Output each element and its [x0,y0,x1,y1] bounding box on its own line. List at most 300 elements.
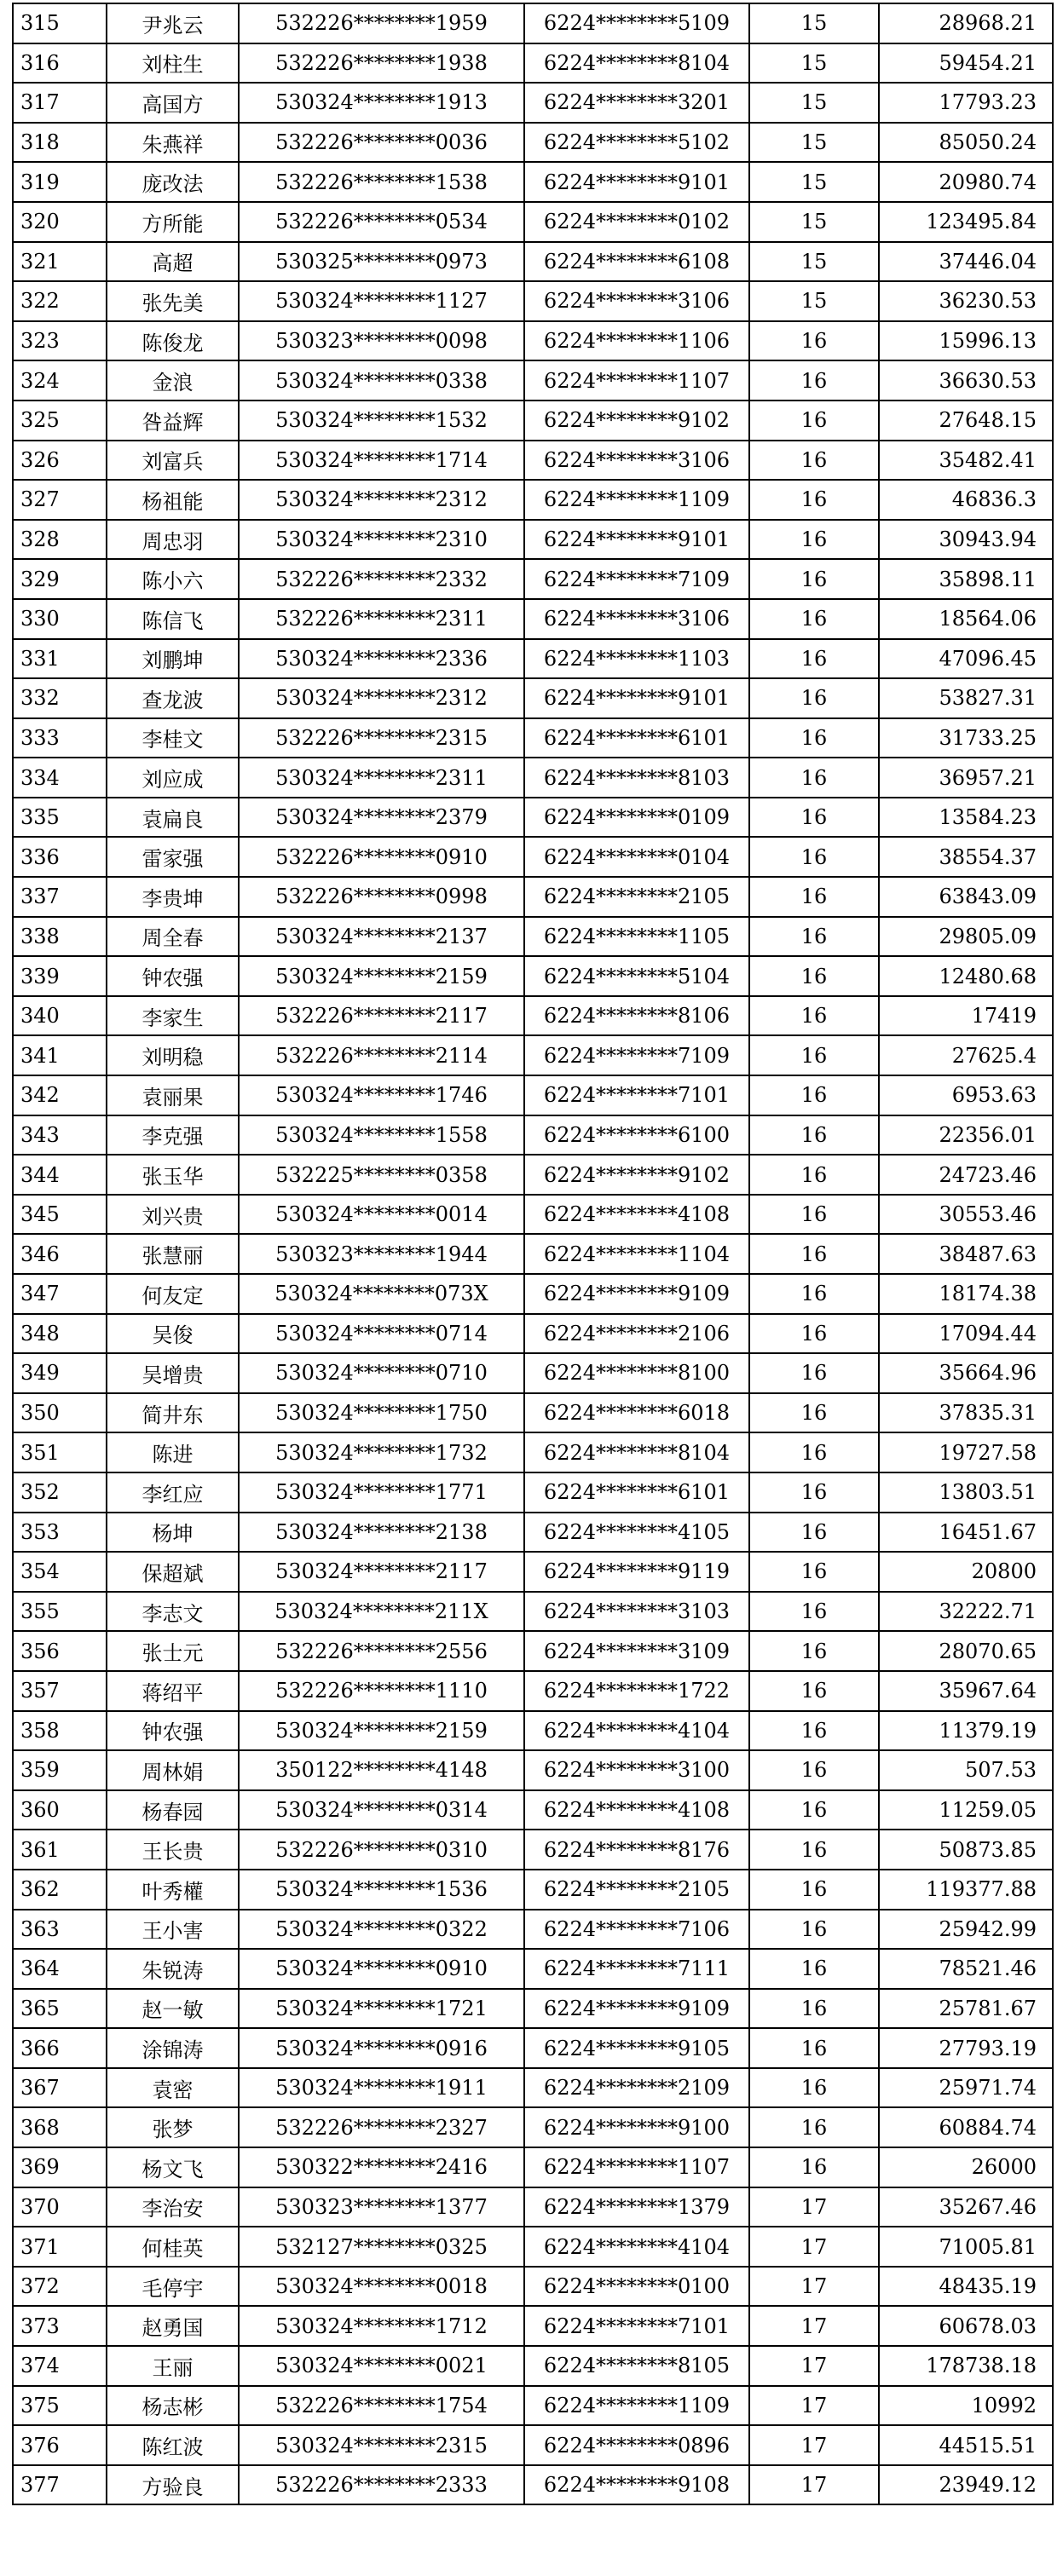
row-index: 361 [13,1830,107,1870]
table-row [13,2028,1053,2068]
group-cell: 16 [749,1274,879,1314]
amount-cell: 13584.23 [879,798,1053,838]
id-number-cell: 530324********2312 [239,678,524,718]
group-cell: 17 [749,2187,879,2227]
table-row [13,162,1053,202]
name-cell: 刘富兵 [107,441,239,481]
group-cell: 16 [749,1790,879,1830]
card-number-cell: 6224********7109 [524,1035,749,1075]
id-number-cell: 530323********1377 [239,2187,524,2227]
amount-cell: 63843.09 [879,877,1053,917]
group-cell: 16 [749,798,879,838]
amount-cell: 18174.38 [879,1274,1053,1314]
amount-cell: 178738.18 [879,2346,1053,2386]
card-number-cell: 6224********8104 [524,43,749,84]
id-number-cell: 532226********2315 [239,718,524,758]
amount-cell: 48435.19 [879,2267,1053,2307]
id-number-cell: 532225********0358 [239,1155,524,1195]
id-number-cell: 530324********1532 [239,401,524,441]
group-cell: 16 [749,1195,879,1235]
name-cell: 吴俊 [107,1314,239,1354]
row-index: 355 [13,1592,107,1632]
table-row [13,1711,1053,1751]
row-index: 317 [13,83,107,123]
id-number-cell: 532226********2327 [239,2107,524,2147]
amount-cell: 25971.74 [879,2068,1053,2108]
name-cell: 陈红波 [107,2425,239,2465]
amount-cell: 47096.45 [879,639,1053,679]
group-cell: 16 [749,1115,879,1155]
name-cell: 朱锐涛 [107,1949,239,1989]
id-number-cell: 532226********2311 [239,599,524,639]
amount-cell: 24723.46 [879,1155,1053,1195]
card-number-cell: 6224********3106 [524,281,749,321]
group-cell: 16 [749,877,879,917]
row-index: 362 [13,1870,107,1910]
name-cell: 张玉华 [107,1155,239,1195]
id-number-cell: 530324********1750 [239,1393,524,1433]
card-number-cell: 6224********8176 [524,1830,749,1870]
name-cell: 庞改法 [107,162,239,202]
table-row [13,123,1053,163]
table-row [13,1671,1053,1711]
card-number-cell: 6224********1107 [524,2147,749,2187]
row-index: 318 [13,123,107,163]
id-number-cell: 532226********0910 [239,837,524,877]
id-number-cell: 530324********1712 [239,2306,524,2346]
row-index: 375 [13,2386,107,2426]
id-number-cell: 530324********1714 [239,441,524,481]
name-cell: 周忠羽 [107,520,239,560]
row-index: 325 [13,401,107,441]
name-cell: 雷家强 [107,837,239,877]
name-cell: 叶秀權 [107,1870,239,1910]
row-index: 319 [13,162,107,202]
row-index: 374 [13,2346,107,2386]
id-number-cell: 532226********0534 [239,202,524,242]
amount-cell: 15996.13 [879,321,1053,361]
amount-cell: 25942.99 [879,1910,1053,1950]
id-number-cell: 530324********2311 [239,758,524,798]
group-cell: 17 [749,2267,879,2307]
amount-cell: 30943.94 [879,520,1053,560]
group-cell: 16 [749,1750,879,1790]
row-index: 358 [13,1711,107,1751]
group-cell: 15 [749,162,879,202]
row-index: 368 [13,2107,107,2147]
id-number-cell: 532226********0998 [239,877,524,917]
amount-cell: 20980.74 [879,162,1053,202]
id-number-cell: 530324********211X [239,1592,524,1632]
group-cell: 16 [749,2147,879,2187]
table-row [13,1195,1053,1235]
card-number-cell: 6224********2105 [524,877,749,917]
amount-cell: 13803.51 [879,1472,1053,1513]
amount-cell: 60884.74 [879,2107,1053,2147]
group-cell: 16 [749,401,879,441]
amount-cell: 32222.71 [879,1592,1053,1632]
table-row [13,1393,1053,1433]
group-cell: 16 [749,1432,879,1472]
name-cell: 方所能 [107,202,239,242]
group-cell: 16 [749,678,879,718]
table-row [13,480,1053,520]
group-cell: 16 [749,837,879,877]
name-cell: 涂锦涛 [107,2028,239,2068]
name-cell: 何桂英 [107,2227,239,2267]
group-cell: 16 [749,1592,879,1632]
group-cell: 17 [749,2465,879,2505]
group-cell: 15 [749,202,879,242]
group-cell: 17 [749,2386,879,2426]
name-cell: 李红应 [107,1472,239,1513]
table-row [13,2107,1053,2147]
amount-cell: 29805.09 [879,917,1053,957]
name-cell: 高国方 [107,83,239,123]
amount-cell: 36630.53 [879,360,1053,401]
table-row [13,837,1053,877]
row-index: 341 [13,1035,107,1075]
amount-cell: 35482.41 [879,441,1053,481]
amount-cell: 19727.58 [879,1432,1053,1472]
table-row [13,83,1053,123]
row-index: 324 [13,360,107,401]
table-row [13,1314,1053,1354]
id-number-cell: 530324********1732 [239,1432,524,1472]
group-cell: 16 [749,599,879,639]
id-number-cell: 532226********1959 [239,3,524,43]
group-cell: 15 [749,123,879,163]
group-cell: 16 [749,1472,879,1513]
id-number-cell: 532226********1938 [239,43,524,84]
card-number-cell: 6224********4104 [524,2227,749,2267]
row-index: 323 [13,321,107,361]
id-number-cell: 530324********0314 [239,1790,524,1830]
name-cell: 李桂文 [107,718,239,758]
name-cell: 杨祖能 [107,480,239,520]
row-index: 352 [13,1472,107,1513]
id-number-cell: 530323********1944 [239,1234,524,1274]
card-number-cell: 6224********8100 [524,1353,749,1393]
id-number-cell: 532226********1538 [239,162,524,202]
amount-cell: 50873.85 [879,1830,1053,1870]
table-row [13,996,1053,1036]
id-number-cell: 532226********0310 [239,1830,524,1870]
amount-cell: 6953.63 [879,1075,1053,1115]
table-row [13,202,1053,242]
group-cell: 15 [749,43,879,84]
name-cell: 陈信飞 [107,599,239,639]
id-number-cell: 530324********0018 [239,2267,524,2307]
group-cell: 17 [749,2306,879,2346]
row-index: 346 [13,1234,107,1274]
card-number-cell: 6224********9108 [524,2465,749,2505]
group-cell: 16 [749,1949,879,1989]
group-cell: 16 [749,2028,879,2068]
table-row [13,2465,1053,2505]
card-number-cell: 6224********1109 [524,2386,749,2426]
group-cell: 16 [749,1671,879,1711]
amount-cell: 17419 [879,996,1053,1036]
card-number-cell: 6224********9102 [524,1155,749,1195]
id-number-cell: 530324********1771 [239,1472,524,1513]
amount-cell: 507.53 [879,1750,1053,1790]
card-number-cell: 6224********0102 [524,202,749,242]
name-cell: 李家生 [107,996,239,1036]
table-row [13,441,1053,481]
id-number-cell: 532226********2556 [239,1631,524,1671]
id-number-cell: 532226********1110 [239,1671,524,1711]
card-number-cell: 6224********1722 [524,1671,749,1711]
id-number-cell: 530324********1746 [239,1075,524,1115]
name-cell: 钟农强 [107,1711,239,1751]
amount-cell: 27648.15 [879,401,1053,441]
name-cell: 方验良 [107,2465,239,2505]
card-number-cell: 6224********9101 [524,520,749,560]
table-row [13,2068,1053,2108]
name-cell: 袁扁良 [107,798,239,838]
card-number-cell: 6224********3106 [524,599,749,639]
amount-cell: 27625.4 [879,1035,1053,1075]
row-index: 316 [13,43,107,84]
card-number-cell: 6224********5109 [524,3,749,43]
name-cell: 周全春 [107,917,239,957]
card-number-cell: 6224********1379 [524,2187,749,2227]
id-number-cell: 530324********2159 [239,1711,524,1751]
row-index: 331 [13,639,107,679]
name-cell: 刘明稳 [107,1035,239,1075]
row-index: 345 [13,1195,107,1235]
table-row [13,2386,1053,2426]
amount-cell: 38554.37 [879,837,1053,877]
card-number-cell: 6224********8106 [524,996,749,1036]
row-index: 366 [13,2028,107,2068]
table-row [13,1592,1053,1632]
id-number-cell: 530324********2336 [239,639,524,679]
name-cell: 王长贵 [107,1830,239,1870]
group-cell: 15 [749,83,879,123]
amount-cell: 36230.53 [879,281,1053,321]
group-cell: 16 [749,2107,879,2147]
table-row [13,520,1053,560]
group-cell: 16 [749,1393,879,1433]
row-index: 320 [13,202,107,242]
table-row [13,321,1053,361]
amount-cell: 23949.12 [879,2465,1053,2505]
amount-cell: 37446.04 [879,242,1053,282]
row-index: 363 [13,1910,107,1950]
table-row [13,956,1053,996]
group-cell: 16 [749,1155,879,1195]
row-index: 343 [13,1115,107,1155]
id-number-cell: 532226********1754 [239,2386,524,2426]
card-number-cell: 6224********9119 [524,1552,749,1592]
card-number-cell: 6224********2105 [524,1870,749,1910]
table-row [13,798,1053,838]
row-index: 359 [13,1750,107,1790]
row-index: 344 [13,1155,107,1195]
table-row [13,877,1053,917]
name-cell: 刘柱生 [107,43,239,84]
row-index: 334 [13,758,107,798]
table-row [13,2147,1053,2187]
group-cell: 16 [749,1234,879,1274]
amount-cell: 60678.03 [879,2306,1053,2346]
row-index: 337 [13,877,107,917]
id-number-cell: 530324********0014 [239,1195,524,1235]
table-row [13,1274,1053,1314]
card-number-cell: 6224********9105 [524,2028,749,2068]
row-index: 336 [13,837,107,877]
card-number-cell: 6224********7111 [524,1949,749,1989]
table-row [13,1750,1053,1790]
card-number-cell: 6224********1107 [524,360,749,401]
id-number-cell: 530324********0916 [239,2028,524,2068]
name-cell: 李志文 [107,1592,239,1632]
name-cell: 高超 [107,242,239,282]
name-cell: 王丽 [107,2346,239,2386]
amount-cell: 31733.25 [879,718,1053,758]
card-number-cell: 6224********4105 [524,1513,749,1553]
row-index: 329 [13,559,107,599]
card-number-cell: 6224********1103 [524,639,749,679]
row-index: 369 [13,2147,107,2187]
table-row [13,1234,1053,1274]
name-cell: 查龙波 [107,678,239,718]
id-number-cell: 530324********0910 [239,1949,524,1989]
table-row [13,718,1053,758]
group-cell: 15 [749,242,879,282]
card-number-cell: 6224********3106 [524,441,749,481]
row-index: 365 [13,1989,107,2029]
table-row [13,1910,1053,1950]
card-number-cell: 6224********3201 [524,83,749,123]
row-index: 328 [13,520,107,560]
id-number-cell: 530324********0021 [239,2346,524,2386]
group-cell: 16 [749,321,879,361]
table-row [13,1870,1053,1910]
row-index: 351 [13,1432,107,1472]
amount-cell: 10992 [879,2386,1053,2426]
card-number-cell: 6224********5102 [524,123,749,163]
amount-cell: 35967.64 [879,1671,1053,1711]
name-cell: 蒋绍平 [107,1671,239,1711]
card-number-cell: 6224********3100 [524,1750,749,1790]
group-cell: 16 [749,1910,879,1950]
id-number-cell: 350122********4148 [239,1750,524,1790]
amount-cell: 22356.01 [879,1115,1053,1155]
amount-cell: 12480.68 [879,956,1053,996]
row-index: 340 [13,996,107,1036]
table-row [13,1115,1053,1155]
table-row [13,758,1053,798]
name-cell: 袁密 [107,2068,239,2108]
id-number-cell: 530324********0338 [239,360,524,401]
row-index: 353 [13,1513,107,1553]
row-index: 338 [13,917,107,957]
name-cell: 杨文飞 [107,2147,239,2187]
amount-cell: 17793.23 [879,83,1053,123]
group-cell: 16 [749,559,879,599]
group-cell: 16 [749,1353,879,1393]
name-cell: 何友定 [107,1274,239,1314]
card-number-cell: 6224********7101 [524,1075,749,1115]
row-index: 356 [13,1631,107,1671]
id-number-cell: 532226********2117 [239,996,524,1036]
id-number-cell: 530324********2117 [239,1552,524,1592]
amount-cell: 20800 [879,1552,1053,1592]
table-row [13,1989,1053,2029]
table-body [13,3,1053,2504]
row-index: 327 [13,480,107,520]
card-number-cell: 6224********3109 [524,1631,749,1671]
row-index: 330 [13,599,107,639]
amount-cell: 30553.46 [879,1195,1053,1235]
id-number-cell: 532226********2332 [239,559,524,599]
amount-cell: 44515.51 [879,2425,1053,2465]
card-number-cell: 6224********0109 [524,798,749,838]
card-number-cell: 6224********9101 [524,678,749,718]
card-number-cell: 6224********0100 [524,2267,749,2307]
amount-cell: 16451.67 [879,1513,1053,1553]
group-cell: 16 [749,1314,879,1354]
name-cell: 杨志彬 [107,2386,239,2426]
table-row [13,43,1053,84]
amount-cell: 37835.31 [879,1393,1053,1433]
table-row [13,2306,1053,2346]
row-index: 335 [13,798,107,838]
card-number-cell: 6224********9109 [524,1989,749,2029]
group-cell: 16 [749,1870,879,1910]
row-index: 377 [13,2465,107,2505]
group-cell: 16 [749,1631,879,1671]
amount-cell: 11379.19 [879,1711,1053,1751]
table-row [13,1035,1053,1075]
card-number-cell: 6224********7109 [524,559,749,599]
table-row [13,1631,1053,1671]
table-row [13,281,1053,321]
group-cell: 16 [749,758,879,798]
table-row [13,1472,1053,1513]
row-index: 339 [13,956,107,996]
amount-cell: 35664.96 [879,1353,1053,1393]
table-row [13,1513,1053,1553]
card-number-cell: 6224********6100 [524,1115,749,1155]
group-cell: 16 [749,917,879,957]
id-number-cell: 530324********0322 [239,1910,524,1950]
card-number-cell: 6224********8105 [524,2346,749,2386]
card-number-cell: 6224********1104 [524,1234,749,1274]
table-row [13,2425,1053,2465]
name-cell: 周林娟 [107,1750,239,1790]
group-cell: 16 [749,360,879,401]
name-cell: 张梦 [107,2107,239,2147]
table-row [13,678,1053,718]
row-index: 347 [13,1274,107,1314]
row-index: 350 [13,1393,107,1433]
group-cell: 16 [749,441,879,481]
name-cell: 王小害 [107,1910,239,1950]
id-number-cell: 530324********0714 [239,1314,524,1354]
id-number-cell: 530324********1536 [239,1870,524,1910]
name-cell: 简井东 [107,1393,239,1433]
row-index: 354 [13,1552,107,1592]
group-cell: 16 [749,2068,879,2108]
amount-cell: 28968.21 [879,3,1053,43]
amount-cell: 46836.3 [879,480,1053,520]
table-row [13,401,1053,441]
table-row [13,639,1053,679]
